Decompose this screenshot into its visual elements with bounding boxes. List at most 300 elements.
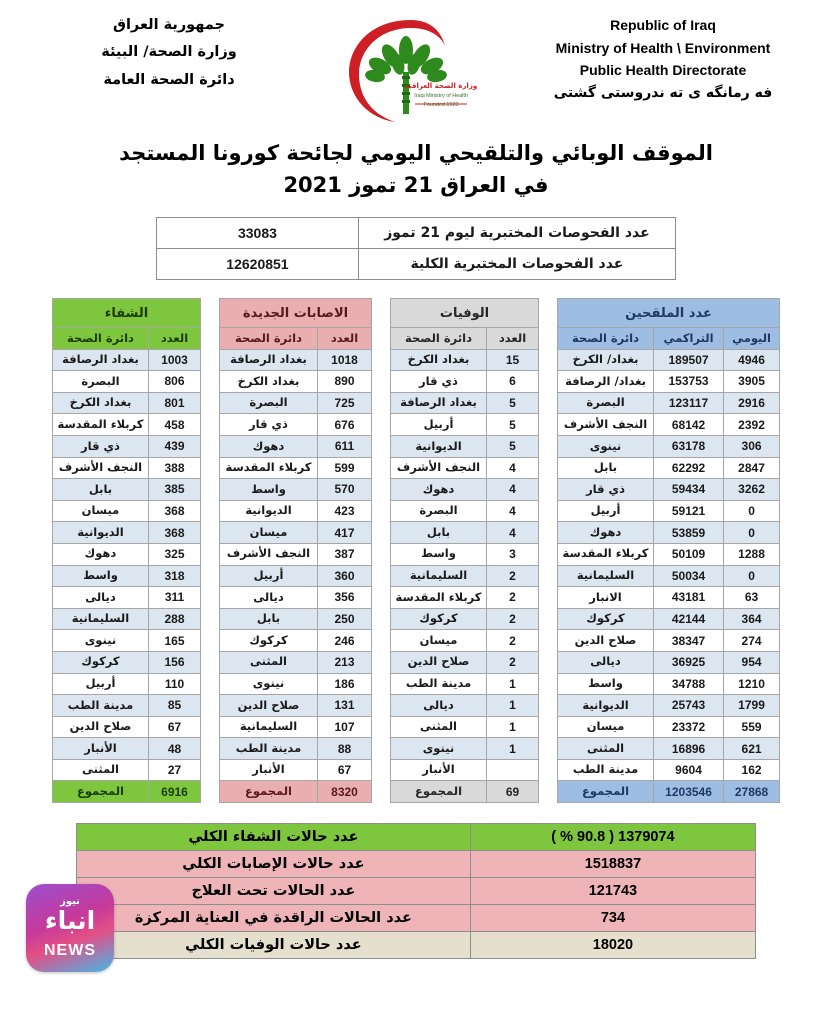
table-row xyxy=(391,371,539,393)
cell-count: 676 xyxy=(318,414,372,436)
cell-count: 4 xyxy=(487,522,539,544)
cell-count: 570 xyxy=(318,479,372,501)
cell-department-name: ذي قار xyxy=(558,479,654,501)
report-title-line-1: الموقف الوبائي والتلقيحي اليومي لجائحة كورونا المستجد xyxy=(119,141,713,165)
deaths-total-label: المجموع xyxy=(391,781,487,803)
department-tables-grid xyxy=(0,298,832,803)
svg-text:Founded 1920: Founded 1920 xyxy=(423,102,459,108)
cell-department-name: كركوك xyxy=(391,608,487,630)
cell-department-name: صلاح الدين xyxy=(558,630,654,652)
cell-daily: 3905 xyxy=(724,371,780,393)
cell-count: 1018 xyxy=(318,349,372,371)
svg-text:Iraqi Ministry of Health: Iraqi Ministry of Health xyxy=(414,93,468,99)
summary-label: عدد حالات الشفاء الكلي xyxy=(77,824,471,851)
col-header-department: دائرة الصحة xyxy=(220,328,318,350)
cell-department-name: الديوانية xyxy=(220,500,318,522)
summary-label: عدد حالات الإصابات الكلي xyxy=(77,851,471,878)
cell-department-name: البصرة xyxy=(220,392,318,414)
daily-tests-value: 33083 xyxy=(157,218,359,249)
table-row xyxy=(157,218,676,249)
cell-department-name: السليمانية xyxy=(220,716,318,738)
cell-department-name: المثنى xyxy=(391,716,487,738)
cell-department-name: بغداد الكرخ xyxy=(52,392,148,414)
watermark-arabic-small: نيوز xyxy=(60,895,80,907)
table-row xyxy=(558,565,780,587)
table-row xyxy=(391,500,539,522)
table-row xyxy=(391,738,539,760)
cell-department-name: واسط xyxy=(558,673,654,695)
cell-department-name: مدينة الطب xyxy=(558,759,654,781)
cell-count: 6 xyxy=(487,371,539,393)
cell-count: 890 xyxy=(318,371,372,393)
new-cases-table-foot xyxy=(220,781,372,803)
cell-department-name: نينوى xyxy=(52,630,148,652)
summary-label: عدد الحالات تحت العلاج xyxy=(77,878,471,905)
national-summary-body xyxy=(77,824,756,959)
cell-department-name: نينوى xyxy=(220,673,318,695)
table-row xyxy=(558,695,780,717)
table-row xyxy=(391,716,539,738)
cell-department-name: كركوك xyxy=(558,608,654,630)
cell-daily: 559 xyxy=(724,716,780,738)
table-row xyxy=(558,349,780,371)
col-header-count: العدد xyxy=(487,328,539,350)
cell-cumulative: 68142 xyxy=(654,414,724,436)
cell-count: 15 xyxy=(487,349,539,371)
table-row xyxy=(391,349,539,371)
cell-department-name: ديالى xyxy=(52,587,148,609)
new-cases-total-label: المجموع xyxy=(220,781,318,803)
cell-count: 85 xyxy=(149,695,201,717)
table-row xyxy=(558,414,780,436)
table-row xyxy=(391,565,539,587)
cell-department-name: المثنى xyxy=(558,738,654,760)
masthead-en-line-2: Ministry of Health \ Environment xyxy=(555,39,771,56)
summary-value: 18020 xyxy=(470,932,755,959)
cell-count: 806 xyxy=(149,371,201,393)
cell-department-name: كربلاء المقدسة xyxy=(558,543,654,565)
cell-count: 5 xyxy=(487,435,539,457)
table-row xyxy=(52,651,200,673)
table-row xyxy=(220,522,372,544)
cell-count: 801 xyxy=(149,392,201,414)
cell-count: 318 xyxy=(149,565,201,587)
cell-count: 250 xyxy=(318,608,372,630)
cell-department-name: بغداد/ الكرخ xyxy=(558,349,654,371)
cell-department-name: ميسان xyxy=(391,630,487,652)
summary-value: 121743 xyxy=(470,878,755,905)
table-row xyxy=(52,479,200,501)
anbaa-news-watermark-logo xyxy=(26,884,114,972)
cell-department-name: نينوى xyxy=(558,435,654,457)
cell-department-name: الانبار xyxy=(558,587,654,609)
cell-count: 107 xyxy=(318,716,372,738)
masthead-arabic-block xyxy=(24,14,314,96)
col-header-cumulative: التراكمي xyxy=(654,328,724,350)
table-row xyxy=(220,630,372,652)
summary-value: 1518837 xyxy=(470,851,755,878)
cell-department-name: كركوك xyxy=(52,651,148,673)
cell-department-name: النجف الأشرف xyxy=(558,414,654,436)
cell-department-name: كربلاء المقدسة xyxy=(391,587,487,609)
col-header-daily: اليومي xyxy=(724,328,780,350)
cell-department-name: النجف الأشرف xyxy=(391,457,487,479)
summary-row xyxy=(77,932,756,959)
cell-department-name: السليمانية xyxy=(391,565,487,587)
table-row xyxy=(52,457,200,479)
cell-count: 110 xyxy=(149,673,201,695)
table-row xyxy=(52,392,200,414)
table-row xyxy=(558,651,780,673)
table-row xyxy=(220,565,372,587)
cell-department-name: بغداد/ الرصافة xyxy=(558,371,654,393)
cell-daily: 364 xyxy=(724,608,780,630)
cell-count: 2 xyxy=(487,630,539,652)
recovered-table-foot xyxy=(52,781,200,803)
cell-count: 213 xyxy=(318,651,372,673)
table-row xyxy=(52,716,200,738)
masthead-ar-line-2: وزارة الصحة/ البيئة xyxy=(101,44,237,61)
table-row xyxy=(220,392,372,414)
cell-cumulative: 123117 xyxy=(654,392,724,414)
cell-cumulative: 59121 xyxy=(654,500,724,522)
cell-daily: 1799 xyxy=(724,695,780,717)
cell-count: 2 xyxy=(487,651,539,673)
vaccinated-column-headers xyxy=(558,328,780,350)
table-row xyxy=(52,630,200,652)
cell-count: 3 xyxy=(487,543,539,565)
recovered-table xyxy=(52,298,201,803)
cell-department-name: واسط xyxy=(52,565,148,587)
cell-daily: 162 xyxy=(724,759,780,781)
deaths-table-foot xyxy=(391,781,539,803)
recovered-table-body xyxy=(52,349,200,781)
cell-department-name: نينوى xyxy=(391,738,487,760)
cell-count: 1 xyxy=(487,695,539,717)
vaccinated-total-label: المجموع xyxy=(558,781,654,803)
table-row xyxy=(391,522,539,544)
cell-count: 417 xyxy=(318,522,372,544)
cell-count: 725 xyxy=(318,392,372,414)
new-cases-group-header: الاصابات الجديدة xyxy=(220,299,372,328)
table-row xyxy=(220,435,372,457)
cell-cumulative: 34788 xyxy=(654,673,724,695)
table-row xyxy=(558,479,780,501)
table-row xyxy=(52,695,200,717)
table-row xyxy=(220,738,372,760)
cell-department-name: البصرة xyxy=(558,392,654,414)
report-title xyxy=(0,138,832,201)
col-header-department: دائرة الصحة xyxy=(52,328,148,350)
cell-count: 48 xyxy=(149,738,201,760)
new-cases-table xyxy=(219,298,372,803)
table-row xyxy=(220,716,372,738)
cell-daily: 4946 xyxy=(724,349,780,371)
cell-cumulative: 53859 xyxy=(654,522,724,544)
cell-cumulative: 59434 xyxy=(654,479,724,501)
cell-department-name: بابل xyxy=(558,457,654,479)
new-cases-table-head xyxy=(220,299,372,350)
table-row xyxy=(52,608,200,630)
summary-label: عدد الحالات الراقدة في العناية المركزة xyxy=(77,905,471,932)
cell-cumulative: 36925 xyxy=(654,651,724,673)
cell-department-name: مدينة الطب xyxy=(220,738,318,760)
cell-department-name: النجف الأشرف xyxy=(52,457,148,479)
cell-count: 388 xyxy=(149,457,201,479)
cell-count: 611 xyxy=(318,435,372,457)
cell-cumulative: 25743 xyxy=(654,695,724,717)
cell-count: 439 xyxy=(149,435,201,457)
table-row xyxy=(558,759,780,781)
table-row xyxy=(391,392,539,414)
table-row xyxy=(220,587,372,609)
deaths-column-headers xyxy=(391,328,539,350)
vaccinated-table-foot xyxy=(558,781,780,803)
cell-department-name: البصرة xyxy=(52,371,148,393)
cell-daily: 621 xyxy=(724,738,780,760)
cell-count: 311 xyxy=(149,587,201,609)
summary-value: 1379074 ( 90.8 % ) xyxy=(470,824,755,851)
cell-daily: 0 xyxy=(724,565,780,587)
cell-count xyxy=(487,759,539,781)
cell-department-name: ذي قار xyxy=(220,414,318,436)
cell-department-name: أربيل xyxy=(391,414,487,436)
col-header-count: العدد xyxy=(149,328,201,350)
table-row xyxy=(52,738,200,760)
cell-department-name: صلاح الدين xyxy=(52,716,148,738)
table-row xyxy=(52,543,200,565)
vaccinated-total-cumulative: 1203546 xyxy=(654,781,724,803)
cell-department-name: ديالى xyxy=(558,651,654,673)
cell-count: 88 xyxy=(318,738,372,760)
cell-department-name: بابل xyxy=(220,608,318,630)
deaths-group-header: الوفيات xyxy=(391,299,539,328)
table-row xyxy=(391,587,539,609)
cell-department-name: الديوانية xyxy=(391,435,487,457)
cell-department-name: ميسان xyxy=(52,500,148,522)
cell-department-name: ذي قار xyxy=(52,435,148,457)
table-row xyxy=(52,673,200,695)
iraq-ministry-of-health-emblem-icon xyxy=(341,14,491,126)
table-row xyxy=(52,371,200,393)
summary-row xyxy=(77,905,756,932)
col-header-department: دائرة الصحة xyxy=(391,328,487,350)
cell-count: 67 xyxy=(318,759,372,781)
cell-cumulative: 153753 xyxy=(654,371,724,393)
cell-count: 4 xyxy=(487,500,539,522)
recovered-table-head xyxy=(52,299,200,350)
table-row xyxy=(52,435,200,457)
cell-daily: 0 xyxy=(724,500,780,522)
cell-cumulative: 9604 xyxy=(654,759,724,781)
cell-daily: 0 xyxy=(724,522,780,544)
table-row xyxy=(391,414,539,436)
table-row xyxy=(52,500,200,522)
summary-row xyxy=(77,851,756,878)
cell-department-name: ديالى xyxy=(391,695,487,717)
cell-count: 368 xyxy=(149,500,201,522)
table-row xyxy=(220,543,372,565)
cell-department-name: الأنبار xyxy=(52,738,148,760)
cell-department-name: ديالى xyxy=(220,587,318,609)
cell-cumulative: 63178 xyxy=(654,435,724,457)
cell-department-name: بغداد الرصافة xyxy=(391,392,487,414)
cell-department-name: السليمانية xyxy=(52,608,148,630)
cell-count: 1 xyxy=(487,738,539,760)
cell-cumulative: 50109 xyxy=(654,543,724,565)
vaccinated-total-daily: 27868 xyxy=(724,781,780,803)
cell-department-name: بغداد الرصافة xyxy=(52,349,148,371)
cell-daily: 3262 xyxy=(724,479,780,501)
total-tests-value: 12620851 xyxy=(157,249,359,280)
table-row xyxy=(52,349,200,371)
page-masthead xyxy=(0,0,832,128)
cell-department-name: كركوك xyxy=(220,630,318,652)
table-row xyxy=(558,435,780,457)
cell-department-name: ذي قار xyxy=(391,371,487,393)
cell-department-name: صلاح الدين xyxy=(220,695,318,717)
cell-cumulative: 16896 xyxy=(654,738,724,760)
cell-department-name: صلاح الدين xyxy=(391,651,487,673)
table-row xyxy=(558,543,780,565)
cell-count: 1 xyxy=(487,673,539,695)
cell-department-name: بابل xyxy=(391,522,487,544)
cell-department-name: المثنى xyxy=(52,759,148,781)
cell-department-name: كربلاء المقدسة xyxy=(52,414,148,436)
table-row xyxy=(391,630,539,652)
cell-count: 165 xyxy=(149,630,201,652)
cell-department-name: مدينة الطب xyxy=(52,695,148,717)
cell-department-name: بغداد الكرخ xyxy=(391,349,487,371)
table-row xyxy=(391,759,539,781)
cell-department-name: ميسان xyxy=(558,716,654,738)
table-row xyxy=(558,392,780,414)
table-row xyxy=(391,543,539,565)
cell-count: 4 xyxy=(487,457,539,479)
summary-row xyxy=(77,878,756,905)
cell-count: 458 xyxy=(149,414,201,436)
cell-department-name: دهوك xyxy=(391,479,487,501)
cell-department-name: بابل xyxy=(52,479,148,501)
deaths-total-count: 69 xyxy=(487,781,539,803)
vaccinated-group-header: عدد الملقحين xyxy=(558,299,780,328)
daily-tests-label: عدد الفحوصات المختبرية ليوم 21 تموز xyxy=(358,218,675,249)
col-header-department: دائرة الصحة xyxy=(558,328,654,350)
cell-department-name: أربيل xyxy=(558,500,654,522)
table-row xyxy=(220,695,372,717)
lab-tests-section xyxy=(0,217,832,280)
table-row xyxy=(220,414,372,436)
table-row xyxy=(391,457,539,479)
table-row xyxy=(558,630,780,652)
cell-count: 1003 xyxy=(149,349,201,371)
cell-department-name: النجف الأشرف xyxy=(220,543,318,565)
masthead-english-block xyxy=(518,14,808,105)
table-row xyxy=(220,371,372,393)
table-row xyxy=(52,587,200,609)
cell-count: 356 xyxy=(318,587,372,609)
table-row xyxy=(52,565,200,587)
summary-value: 734 xyxy=(470,905,755,932)
table-row xyxy=(558,500,780,522)
table-row xyxy=(220,651,372,673)
new-cases-total-count: 8320 xyxy=(318,781,372,803)
cell-department-name: الديوانية xyxy=(52,522,148,544)
cell-daily: 1210 xyxy=(724,673,780,695)
cell-count: 5 xyxy=(487,392,539,414)
table-row xyxy=(558,673,780,695)
table-row xyxy=(220,759,372,781)
cell-cumulative: 38347 xyxy=(654,630,724,652)
cell-count: 4 xyxy=(487,479,539,501)
cell-count: 27 xyxy=(149,759,201,781)
cell-department-name: واسط xyxy=(220,479,318,501)
watermark-news-label: NEWS xyxy=(44,941,96,959)
cell-department-name: أربيل xyxy=(220,565,318,587)
table-row xyxy=(220,673,372,695)
cell-department-name: الأنبار xyxy=(220,759,318,781)
total-tests-label: عدد الفحوصات المختبرية الكلية xyxy=(358,249,675,280)
cell-count: 368 xyxy=(149,522,201,544)
lab-tests-body xyxy=(157,218,676,280)
table-row xyxy=(220,608,372,630)
cell-department-name: كربلاء المقدسة xyxy=(220,457,318,479)
masthead-en-line-1: Republic of Iraq xyxy=(610,17,716,33)
cell-department-name: أربيل xyxy=(52,673,148,695)
cell-count: 385 xyxy=(149,479,201,501)
table-total-row xyxy=(558,781,780,803)
table-total-row xyxy=(220,781,372,803)
cell-department-name: دهوك xyxy=(558,522,654,544)
cell-daily: 1288 xyxy=(724,543,780,565)
watermark-arabic-main: انباء xyxy=(44,905,96,935)
recovered-total-count: 6916 xyxy=(149,781,201,803)
table-row xyxy=(391,695,539,717)
table-row xyxy=(391,651,539,673)
cell-count: 2 xyxy=(487,587,539,609)
recovered-column-headers xyxy=(52,328,200,350)
cell-count: 288 xyxy=(149,608,201,630)
table-row xyxy=(52,414,200,436)
table-row xyxy=(220,479,372,501)
table-total-row xyxy=(52,781,200,803)
cell-cumulative: 23372 xyxy=(654,716,724,738)
table-row xyxy=(220,500,372,522)
table-row xyxy=(558,587,780,609)
table-row xyxy=(558,738,780,760)
cell-cumulative: 50034 xyxy=(654,565,724,587)
cell-daily: 954 xyxy=(724,651,780,673)
table-row xyxy=(391,673,539,695)
cell-department-name: السليمانية xyxy=(558,565,654,587)
table-row xyxy=(220,349,372,371)
cell-daily: 2847 xyxy=(724,457,780,479)
table-row xyxy=(391,608,539,630)
vaccinated-table xyxy=(557,298,780,803)
table-row xyxy=(157,249,676,280)
cell-count: 156 xyxy=(149,651,201,673)
summary-label: عدد حالات الوفيات الكلي xyxy=(77,932,471,959)
table-row xyxy=(220,457,372,479)
cell-daily: 2392 xyxy=(724,414,780,436)
cell-cumulative: 62292 xyxy=(654,457,724,479)
cell-count: 1 xyxy=(487,716,539,738)
cell-department-name: بغداد الرصافة xyxy=(220,349,318,371)
national-summary-table xyxy=(76,823,756,959)
cell-department-name: دهوك xyxy=(52,543,148,565)
cell-daily: 63 xyxy=(724,587,780,609)
cell-count: 67 xyxy=(149,716,201,738)
